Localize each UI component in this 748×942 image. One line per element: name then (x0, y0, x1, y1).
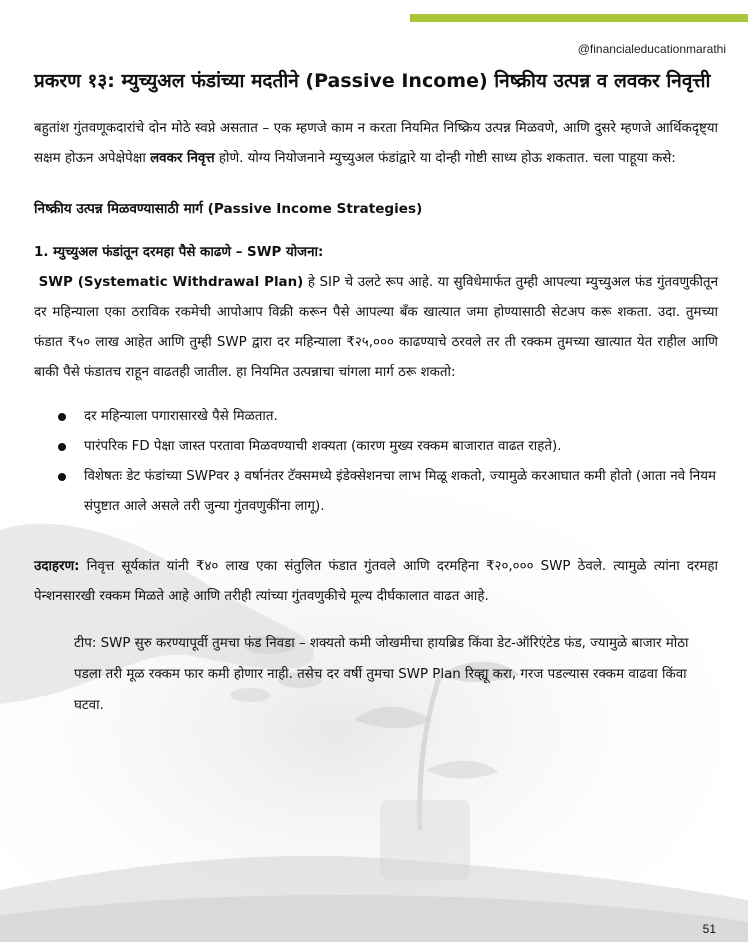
chapter-title: प्रकरण १३: म्युच्युअल फंडांच्या मदतीने (Passive Income) निष्क्रीय उत्पन्न व लवकर निवृत्ती (34, 70, 711, 92)
intro-paragraph (34, 114, 718, 174)
swp-lead: SWP (Systematic Withdrawal Plan) (38, 275, 304, 290)
top-accent-bar (410, 14, 748, 22)
list-item (58, 432, 718, 462)
page-content (34, 62, 718, 721)
bullet-text: विशेषतः डेट फंडांच्या SWPवर ३ वर्षानंतर टॅक्समध्ये इंडेक्सेशनचा लाभ मिळू शकतो, ज्यामुळे करआघात कमी होतो (आता नवे नियम संपुष्टात आले असले तरी जुन्या गुंतवणुकींना लागू). (84, 469, 716, 514)
swp-benefits-list (34, 402, 718, 522)
list-item (58, 402, 718, 432)
section-title: निष्क्रीय उत्पन्न मिळवण्यासाठी मार्ग (Passive Income Strategies) (34, 201, 423, 217)
list-item (58, 462, 718, 522)
bullet-icon (58, 443, 66, 451)
swp-paragraph (34, 268, 718, 388)
swp-body: हे SIP चे उलटे रूप आहे. या सुविधेमार्फत तुम्ही आपल्या म्युच्युअल फंड गुंतवणुकीतून दर महिन्याला एका ठराविक रकमेची आपोआप विक्री करून पैसे आपल्या बँक खात्यात जमा होण्यासाठी सेटअप करू शकता. उदा. तुमच्या फंडात ₹५० लाख आहेत आणि तुम्ही SWP द्वारा दर महिन्याला ₹२५,००० काढण्याचे ठरवले तर ती रक्कम तुमच्या खात्यात येत राहील आणि बाकी पैसे फंडातच राहून वाढतही जातील. हा नियमित उत्पन्नाचा चांगला मार्ग ठरू शकतो: (34, 275, 718, 380)
bullet-icon (58, 473, 66, 481)
page-number: 51 (702, 922, 716, 936)
tip-paragraph: टीप: SWP सुरु करण्यापूर्वी तुमचा फंड निवडा – शक्यतो कमी जोखमीचा हायब्रिड किंवा डेट-ऑरिएंटेड फंड, ज्यामुळे बाजार मोठा पडला तरी मूळ रक्कम फार कमी होणार नाही. तसेच दर वर्षी तुमचा SWP Plan रिव्ह्यू करा, गरज पडल्यास रक्कम वाढवा किंवा घटवा. (74, 636, 689, 713)
example-text: निवृत्त सूर्यकांत यांनी ₹४० लाख एका संतुलित फंडात गुंतवले आणि दरमहिना ₹२०,००० SWP ठेवले. त्यामुळे त्यांना दरमहा पेन्शनसारखी रक्कम मिळते आहे आणि तरीही त्यांच्या गुंतवणुकीचे मूल्य दीर्घकालात वाढत आहे. (34, 559, 718, 604)
swp-heading: 1. म्युच्युअल फंडांतून दरमहा पैसे काढणे – SWP योजना: (34, 245, 324, 260)
intro-text-2: होणे. योग्य नियोजनाने म्युच्युअल फंडांद्वारे या दोन्ही गोष्टी साध्य होऊ शकतात. चला पाहूया कसे: (214, 151, 676, 166)
bullet-icon (58, 413, 66, 421)
intro-bold-phrase: लवकर निवृत्त (150, 151, 215, 166)
bullet-text: पारंपरिक FD पेक्षा जास्त परतावा मिळवण्याची शक्यता (कारण मुख्य रक्कम बाजारात वाढत राहते). (84, 439, 562, 454)
example-paragraph (34, 552, 718, 612)
example-label: उदाहरण: (34, 559, 80, 574)
social-handle: @financialeducationmarathi (577, 42, 726, 56)
intro-text-1: बहुतांश गुंतवणूकदारांचे दोन मोठे स्वप्ने असतात – एक म्हणजे काम न करता नियमित निष्क्रिय उत्पन्न मिळवणे, आणि दुसरे म्हणजे आर्थिकदृष्ट्या सक्षम होऊन अपेक्षेपेक्षा (34, 121, 718, 166)
bullet-text: दर महिन्याला पगारासारखे पैसे मिळतात. (84, 409, 278, 424)
